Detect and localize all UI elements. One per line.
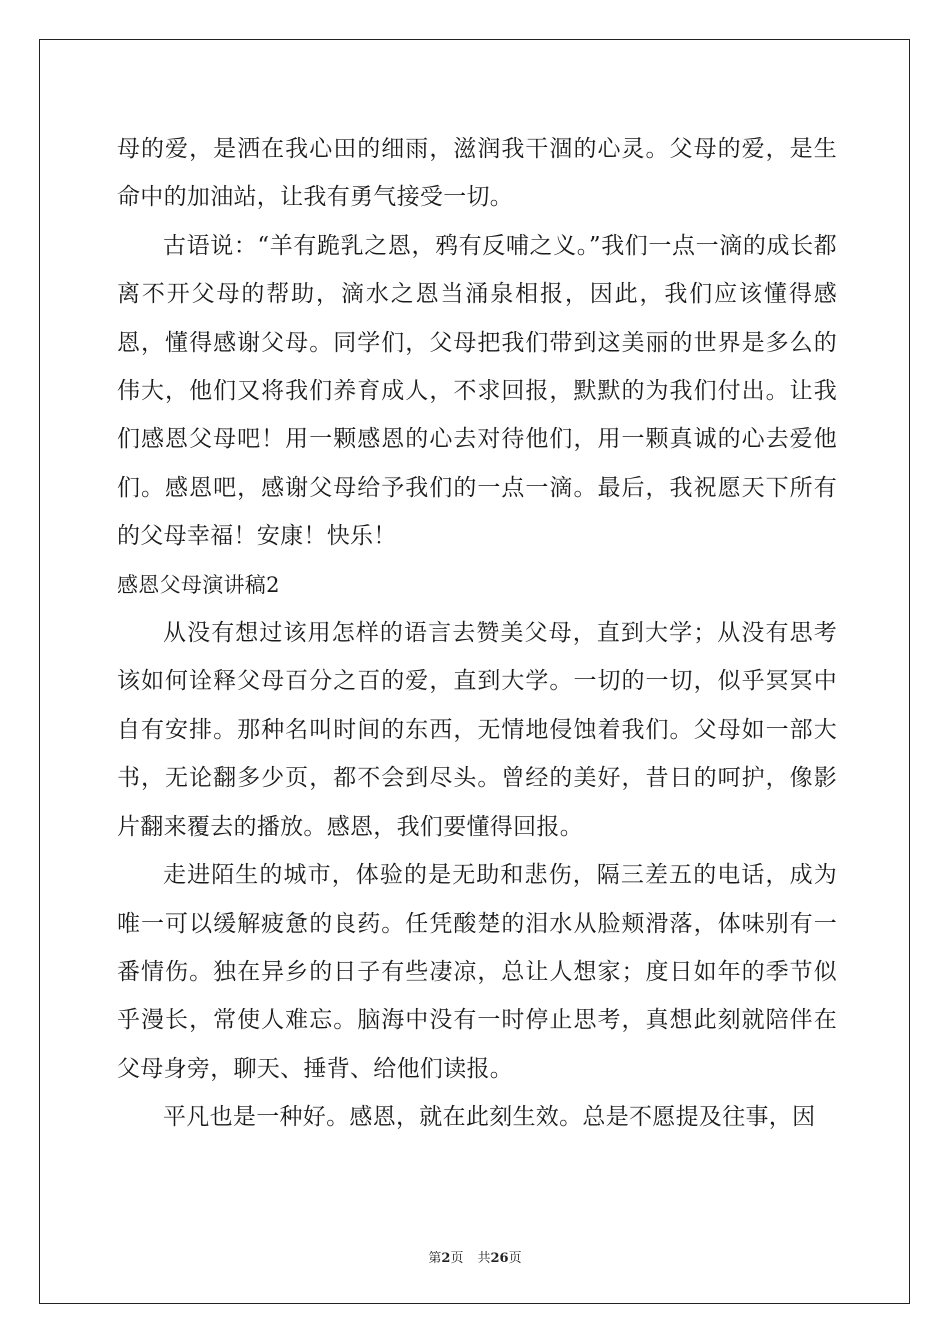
- page-label-suffix: 页: [450, 1251, 464, 1266]
- paragraph-3: 从没有想过该用怎样的语言去赞美父母，直到大学；从没有思考该如何诠释父母百分之百的爱，直到大学。一切的一切，似乎冥冥中自有安排。那种名叫时间的东西，无情地侵蚀着我们。父母如一部大书，无论翻多少页，都不会到尽头。曾经的美好，昔日的呵护，像影片翻来覆去的播放。感恩，我们要懂得回报。: [117, 620, 837, 840]
- paragraph-2: 古语说：“羊有跪乳之恩，鸦有反哺之义。”我们一点一滴的成长都离不开父母的帮助，滴水之恩当涌泉相报，因此，我们应该懂得感恩，懂得感谢父母。同学们，父母把我们带到这美丽的世界是多么的伟大，他们又将我们养育成人，不求回报，默默的为我们付出。让我们感恩父母吧！用一颗感恩的心去对待他们，用一颗真诚的心去爱他们。感恩吧，感谢父母给予我们的一点一滴。最后，我祝愿天下所有的父母幸福！安康！快乐！: [117, 232, 837, 550]
- paragraph-5: 平凡也是一种好。感恩，就在此刻生效。总是不愿提及往事，因: [163, 1104, 816, 1131]
- page-number: 2: [441, 1251, 451, 1266]
- page-label-prefix: 第: [428, 1251, 442, 1266]
- section-heading: 感恩父母演讲稿2: [117, 572, 280, 597]
- total-label-suffix: 页: [508, 1251, 522, 1266]
- paragraph-4: 走进陌生的城市，体验的是无助和悲伤，隔三差五的电话，成为唯一可以缓解疲惫的良药。任凭酸楚的泪水从脸颊滑落，体味别有一番情伤。独在异乡的日子有些凄凉，总让人想家；度日如年的季节似乎漫长，常使人难忘。脑海中没有一时停止思考，真想此刻就陪伴在父母身旁，聊天、捶背、给他们读报。: [117, 862, 837, 1082]
- page-footer: [0, 1247, 950, 1266]
- total-pages: 26: [490, 1251, 509, 1266]
- paragraph-1: 母的爱，是洒在我心田的细雨，滋润我干涸的心灵。父母的爱，是生命中的加油站，让我有勇气接受一切。: [117, 136, 837, 211]
- document-body: [117, 125, 837, 1142]
- total-label-prefix: 共: [477, 1251, 491, 1266]
